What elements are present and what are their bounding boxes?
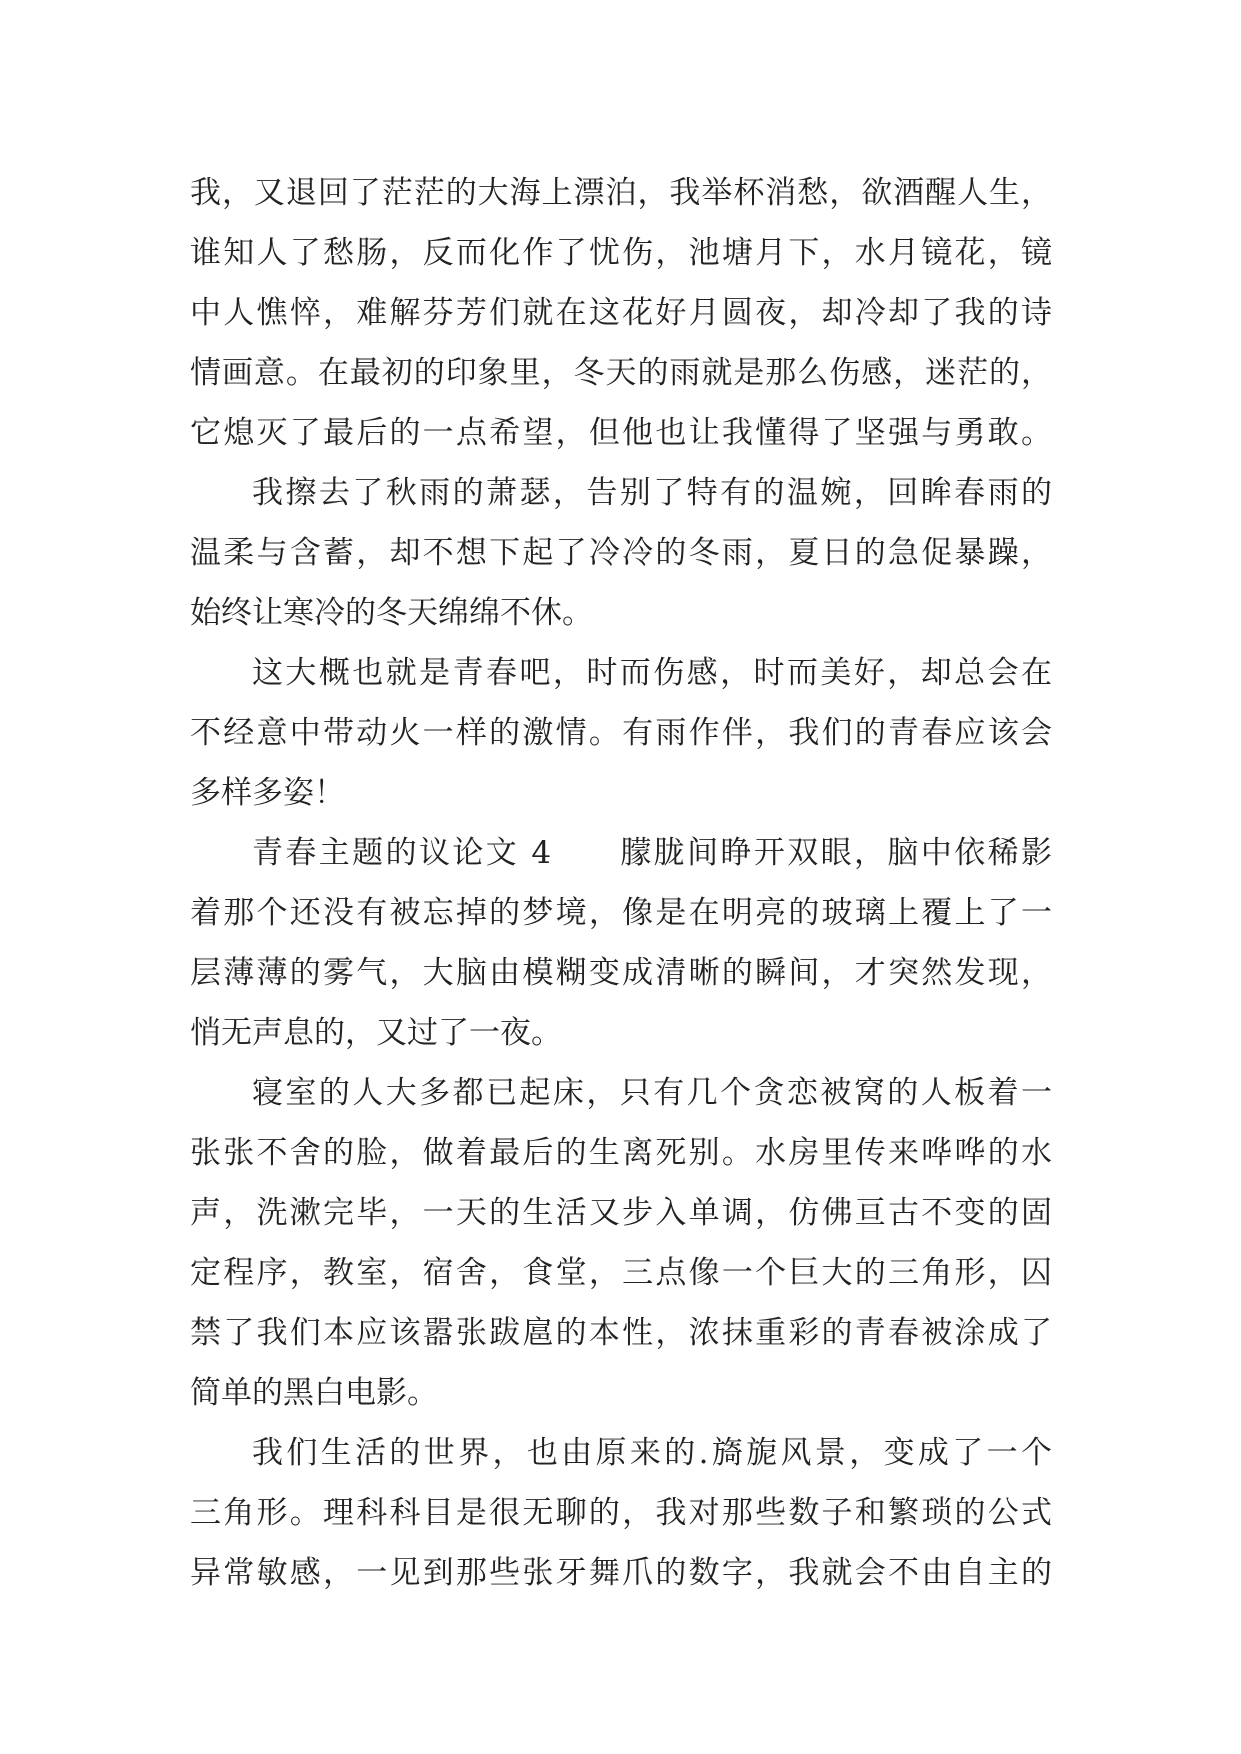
text-line: 它熄灭了最后的一点希望，但他也让我懂得了坚强与勇敢。 xyxy=(190,415,1052,451)
text-line: 张张不舍的脸，做着最后的生离死别。水房里传来哗哗的水 xyxy=(190,1135,1052,1171)
text-line: 三角形。理科科目是很无聊的，我对那些数子和繁琐的公式 xyxy=(190,1495,1052,1531)
text-line: 谁知人了愁肠，反而化作了忧伤，池塘月下，水月镜花，镜 xyxy=(190,235,1052,271)
text-line: 寝室的人大多都已起床，只有几个贪恋被窝的人板着一 xyxy=(252,1075,1052,1111)
text-line: 这大概也就是青春吧，时而伤感，时而美好，却总会在 xyxy=(252,655,1052,691)
paragraph xyxy=(190,1063,1052,1423)
document-body xyxy=(190,163,1052,1603)
text-line: 我，又退回了茫茫的大海上漂泊，我举杯消愁，欲酒醒人生， xyxy=(190,175,1052,211)
text-line: 悄无声息的，又过了一夜。 xyxy=(190,1015,562,1051)
text-line: 声，洗漱完毕，一天的生活又步入单调，仿佛亘古不变的固 xyxy=(190,1195,1052,1231)
text-line: 异常敏感，一见到那些张牙舞爪的数字，我就会不由自主的 xyxy=(190,1555,1052,1591)
text-line: 情画意。在最初的印象里，冬天的雨就是那么伤感，迷茫的， xyxy=(190,355,1052,391)
text-line: 我们生活的世界，也由原来的.旖旎风景，变成了一个 xyxy=(252,1435,1052,1471)
text-line: 始终让寒冷的冬天绵绵不休。 xyxy=(190,595,593,631)
text-line: 定程序，教室，宿舍，食堂，三点像一个巨大的三角形，囚 xyxy=(190,1255,1052,1291)
paragraph xyxy=(190,463,1052,643)
paragraph xyxy=(190,1423,1052,1603)
paragraph xyxy=(190,643,1052,823)
text-line: 不经意中带动火一样的激情。有雨作伴，我们的青春应该会 xyxy=(190,715,1052,751)
text-line: 着那个还没有被忘掉的梦境，像是在明亮的玻璃上覆上了一 xyxy=(190,895,1052,931)
text-line: 青春主题的议论文 4 朦胧间睁开双眼，脑中依稀影 xyxy=(252,835,1052,871)
text-line: 温柔与含蓄，却不想下起了冷冷的冬雨，夏日的急促暴躁， xyxy=(190,535,1052,571)
paragraph xyxy=(190,163,1052,463)
text-line: 中人憔悴，难解芬芳们就在这花好月圆夜，却冷却了我的诗 xyxy=(190,295,1052,331)
text-line: 多样多姿！ xyxy=(190,775,345,811)
text-line: 禁了我们本应该嚣张跋扈的本性，浓抹重彩的青春被涂成了 xyxy=(190,1315,1052,1351)
text-line: 我擦去了秋雨的萧瑟，告别了特有的温婉，回眸春雨的 xyxy=(252,475,1052,511)
paragraph xyxy=(190,823,1052,1063)
text-line: 简单的黑白电影。 xyxy=(190,1375,438,1411)
text-line: 层薄薄的雾气，大脑由模糊变成清晰的瞬间，才突然发现， xyxy=(190,955,1052,991)
